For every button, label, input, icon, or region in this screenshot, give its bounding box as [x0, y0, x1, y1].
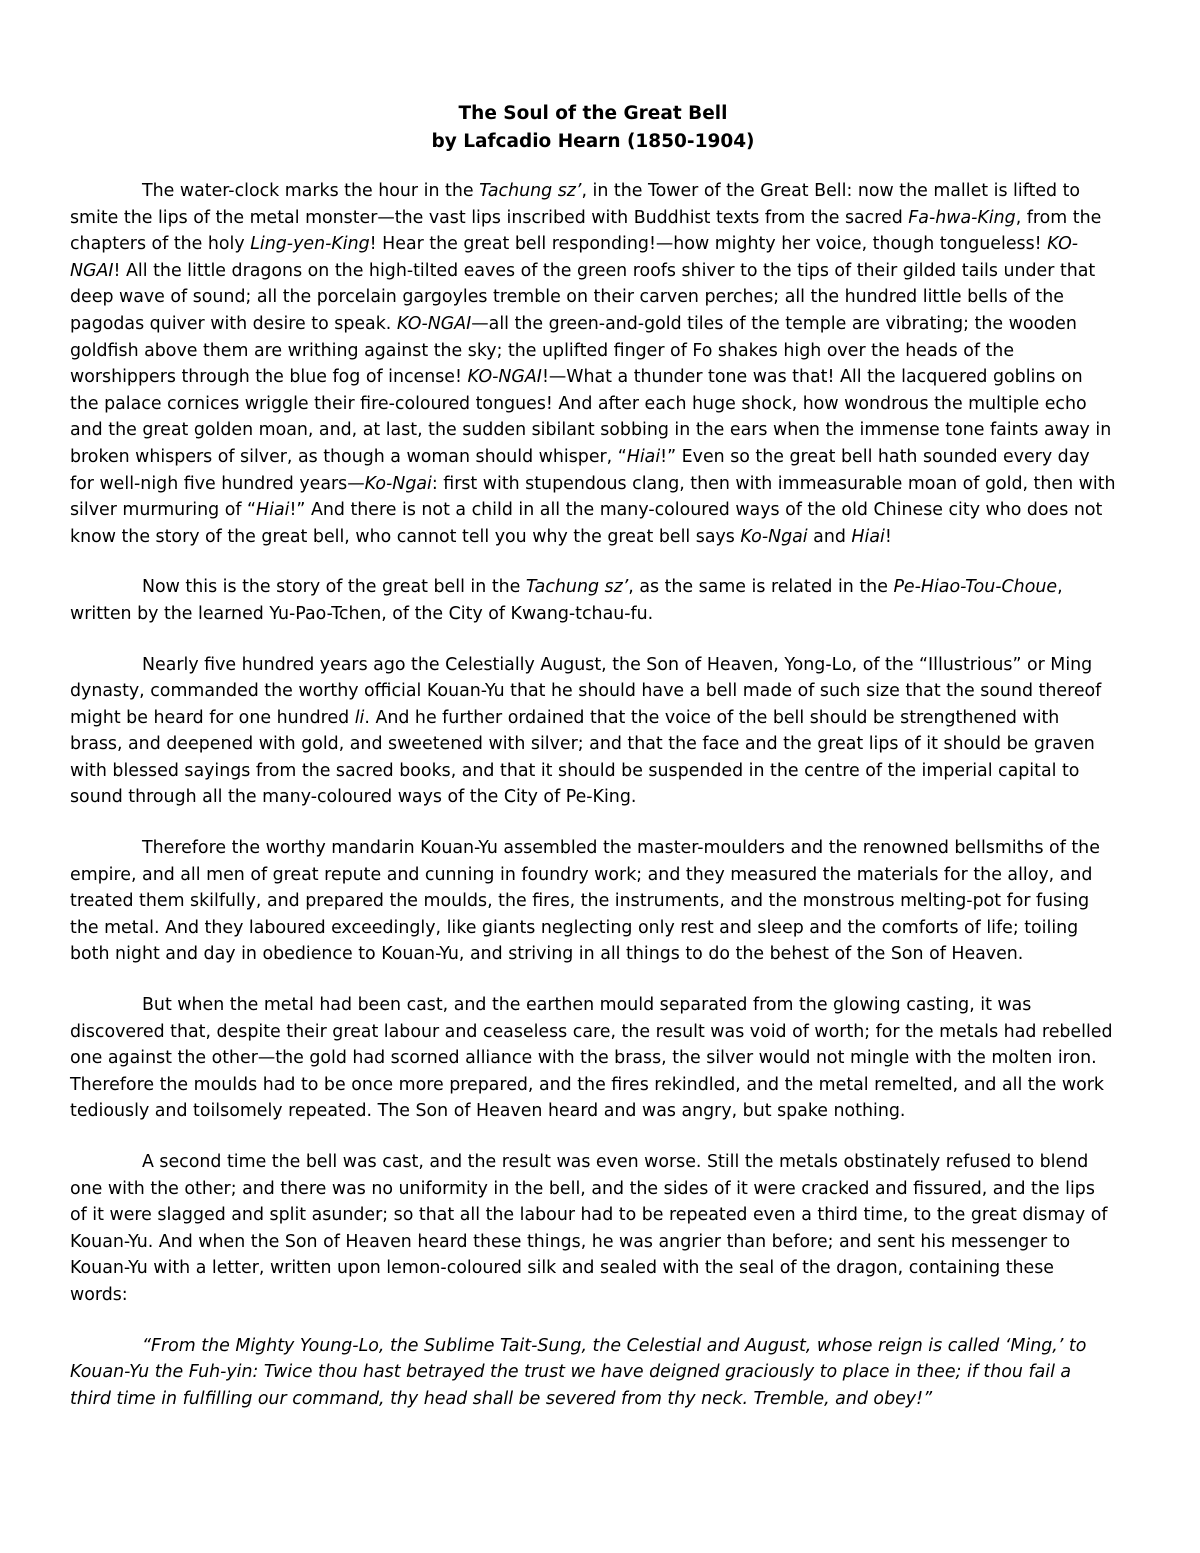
- italic-term: Hiai: [851, 526, 885, 547]
- italic-term: KO-NGAI: [70, 234, 1079, 281]
- paragraph-3: Nearly five hundred years ago the Celestially August, the Son of Heaven, Yong-Lo, of the “Illustrious” or Ming dynasty, commanded the worthy official Kouan-Yu that he should have a bell made of such size that the sound thereof might be heard for one hundred li. And he further ordained that the voice of the bell should be strengthened with brass, and deepened with gold, and sweetened with silver; and that the face and the great lips of it should be graven with blessed sayings from the sacred books, and that it should be suspended in the centre of the imperial capital to sound through all the many-coloured ways of the City of Pe-King.: [70, 654, 1102, 808]
- italic-term: Tachung sz’: [479, 181, 582, 201]
- italic-term: Ling-yen-King: [250, 234, 370, 255]
- italic-term: Ko-Ngai: [364, 473, 432, 494]
- paragraph-4: Therefore the worthy mandarin Kouan-Yu assembled the master-moulders and the renowned bellsmiths of the empire, and all men of great repute and cunning in foundry work; and they measured the materials for the alloy, and treated them skilfully, and prepared the moulds, the fires, the instruments, and the monstrous melting-pot for fusing the metal. And they laboured exceedingly, like giants neglecting only rest and sleep and the comforts of life; toiling both night and day in obedience to Kouan-Yu, and striving in all things to do the behest of the Son of Heaven.: [70, 838, 1100, 965]
- paragraph-5: But when the metal had been cast, and the earthen mould separated from the glowing casting, it was discovered that, despite their great labour and ceaseless care, the result was void of worth; for the metals had rebelled one against the other—the gold had scorned alliance with the brass, the silver would not mingle with the molten iron. Therefore the moulds had to be once more prepared, and the fires rekindled, and the metal remelted, and all the work tediously and toilsomely repeated. The Son of Heaven heard and was angry, but spake nothing.: [70, 995, 1113, 1122]
- paragraph-7-letter-quote: “From the Mighty Young-Lo, the Sublime Tait-Sung, the Celestial and August, whose reign is called ‘Ming,’ to Kouan-Yu the Fuh-yin: Twice thou hast betrayed the trust we have deigned graciously to place in thee; if thou fail a third time in fulfilling our command, thy head shall be severed from thy neck. Tremble, and obey!”: [70, 1335, 1087, 1409]
- italic-term: Hiai: [256, 500, 290, 521]
- italic-term: Fa-hwa-King: [908, 207, 1016, 228]
- paragraph-6: A second time the bell was cast, and the result was even worse. Still the metals obstinately refused to blend one with the other; and there was no uniformity in the bell, and the sides of it were cracked and fissured, and the lips of it were slagged and split asunder; so that all the labour had to be repeated even a third time, to the great dismay of Kouan-Yu. And when the Son of Heaven heard these things, he was angrier than before; and sent his messenger to Kouan-Yu with a letter, written upon lemon-coloured silk and sealed with the seal of the dragon, containing these words:: [70, 1152, 1108, 1305]
- document-byline: by Lafcadio Hearn (1850-1904): [431, 131, 755, 152]
- italic-term: KO-NGAI: [396, 313, 472, 334]
- italic-term: Pe-Hiao-Tou-Choue: [893, 577, 1058, 598]
- italic-term: Ko-Ngai: [740, 526, 808, 547]
- italic-term: Tachung sz’: [525, 577, 629, 598]
- italic-term: Hiai: [626, 446, 661, 467]
- paragraph-2: Now this is the story of the great bell in the Tachung sz’, as the same is related in the Pe-Hiao-Tou-Choue, written by the learned Yu-Pao-Tchen, of the City of Kwang-tchau-fu.: [70, 577, 1063, 624]
- italic-term: li: [354, 707, 365, 728]
- paragraph-1: The water-clock marks the hour in the Tachung sz’, in the Tower of the Great Bell: now the mallet is lifted to smite the lips of the metal monster—the vast lips inscribed with Buddhist texts from the sacred Fa-hwa-King, from the chapters of the holy Ling-yen-King! Hear the great bell responding!—how mighty her voice, though tongueless! KO-NGAI! All the little dragons on the high-tilted eaves of the green roofs shiver to the tips of their gilded tails under that deep wave of sound; all the porcelain gargoyles tremble on their carven perches; all the hundred little bells of the pagodas quiver with desire to speak. KO-NGAI—all the green-and-gold tiles of the temple are vibrating; the wooden goldfish above them are writhing against the sky; the uplifted finger of Fo shakes high over the heads of the worshippers through the blue fog of incense! KO-NGAI!—What a thunder tone was that! All the lacquered goblins on the palace cornices wriggle their fire-coloured tongues! And after each huge shock, how wondrous the multiple echo and the great golden moan, and, at last, the sudden sibilant sobbing in the ears when the immense tone faints away in broken whispers of silver, as though a woman should whisper, “Hiai!” Even so the great bell hath sounded every day for well-nigh five hundred years—Ko-Ngai: first with stupendous clang, then with immeasurable moan of gold, then with silver murmuring of “Hiai!” And there is not a child in all the many-coloured ways of the old Chinese city who does not know the story of the great bell, who cannot tell you why the great bell says Ko-Ngai and Hiai!: [70, 181, 1116, 547]
- document-title: The Soul of the Great Bell: [458, 103, 728, 124]
- italic-term: KO-NGAI: [467, 367, 542, 388]
